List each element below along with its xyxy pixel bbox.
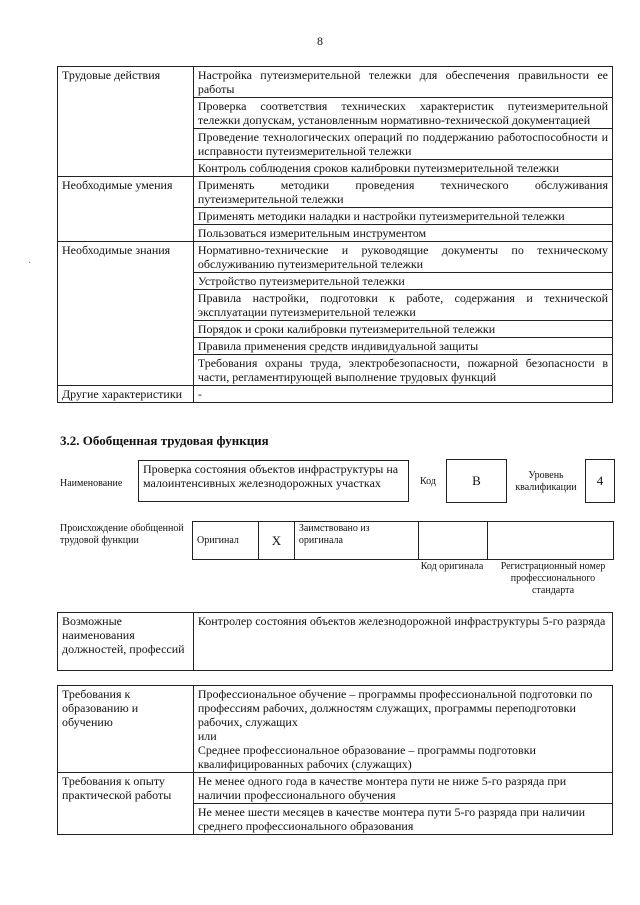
experience-line: Не менее шести месяцев в качестве монтера пути 5-го разряда при наличии среднего профессионального образования bbox=[197, 805, 586, 833]
table-row bbox=[58, 386, 613, 403]
requirements-table bbox=[57, 685, 613, 835]
list-item: Требования охраны труда, электробезопасности, пожарной безопасности в части, регламентирующей выполнение трудовых функций bbox=[193, 355, 612, 386]
original-mark: X bbox=[258, 522, 294, 560]
table-row bbox=[58, 67, 613, 98]
row-label: Другие характеристики bbox=[58, 386, 194, 403]
level-label: Уровень квалификации bbox=[515, 470, 577, 493]
list-item: Настройка путеизмерительной тележки для обеспечения правильности ее работы bbox=[193, 67, 612, 98]
positions-label: Возможные наименования должностей, профессий bbox=[58, 613, 194, 671]
positions-table bbox=[57, 612, 613, 671]
name-value-box bbox=[138, 460, 409, 502]
list-item: Применять методики проведения технического обслуживания путеизмерительной тележки bbox=[193, 177, 612, 208]
education-line: Среднее профессиональное образование – программы подготовки квалифицированных рабочих (служащих) bbox=[197, 743, 536, 771]
list-item: Пользоваться измерительным инструментом bbox=[193, 225, 612, 242]
list-item: Проведение технологических операций по поддержанию работоспособности и исправности путеизмерительной тележки bbox=[193, 129, 612, 160]
list-item: - bbox=[193, 386, 612, 403]
name-label: Наименование bbox=[60, 478, 123, 489]
list-item: Порядок и сроки калибровки путеизмерительной тележки bbox=[193, 321, 612, 338]
row-label: Трудовые действия bbox=[58, 67, 194, 177]
borrowed-label: Заимствовано из оригинала bbox=[294, 522, 418, 560]
section-title: 3.2. Обобщенная трудовая функция bbox=[60, 433, 269, 448]
experience-value bbox=[193, 773, 612, 835]
row-label: Необходимые умения bbox=[58, 177, 194, 242]
code-value: В bbox=[472, 473, 481, 488]
original-code-cell bbox=[418, 522, 488, 560]
list-item: Правила настройки, подготовки к работе, содержания и технической эксплуатации путеизмерительной тележки bbox=[193, 290, 612, 321]
list-item: Нормативно-технические и руководящие документы по техническому обслуживанию путеизмерительной тележки bbox=[193, 242, 612, 273]
list-item: Применять методики наладки и настройки путеизмерительной тележки bbox=[193, 208, 612, 225]
code-value-box bbox=[446, 459, 507, 503]
margin-mark: · bbox=[28, 258, 32, 269]
education-line: Профессиональное обучение – программы профессиональной подготовки по профессиям рабочих, должностям служащих, программы переподготовки рабочих, служащих bbox=[197, 687, 593, 729]
original-label: Оригинал bbox=[193, 522, 259, 560]
list-item: Проверка соответствия технических характеристик путеизмерительной тележки допускам, установленным нормативно-технической документацией bbox=[193, 98, 612, 129]
experience-line: Не менее одного года в качестве монтера пути не ниже 5-го разряда при наличии профессионального обучения bbox=[194, 773, 612, 804]
level-value-box bbox=[585, 459, 615, 503]
origin-table bbox=[192, 521, 614, 560]
list-item: Контроль соблюдения сроков калибровки путеизмерительной тележки bbox=[193, 160, 612, 177]
competency-table bbox=[57, 66, 613, 403]
education-line: или bbox=[197, 729, 217, 743]
education-value bbox=[193, 686, 612, 773]
reg-number-cell bbox=[488, 522, 614, 560]
reg-caption: Регистрационный номер профессионального стандарта bbox=[500, 561, 606, 596]
education-label: Требования к образованию и обучению bbox=[58, 686, 194, 773]
experience-label: Требования к опыту практической работы bbox=[58, 773, 194, 835]
function-name: Проверка состояния объектов инфраструктуры на малоинтенсивных железнодорожных участках bbox=[143, 462, 399, 490]
origin-label: Происхождение обобщенной трудовой функции bbox=[60, 523, 184, 546]
code-label: Код bbox=[420, 476, 436, 487]
list-item: Устройство путеизмерительной тележки bbox=[193, 273, 612, 290]
level-value: 4 bbox=[596, 473, 604, 488]
list-item: Правила применения средств индивидуальной защиты bbox=[193, 338, 612, 355]
page-number: 8 bbox=[317, 34, 323, 48]
table-row bbox=[58, 177, 613, 208]
code-caption: Код оригинала bbox=[420, 561, 484, 572]
table-row bbox=[58, 242, 613, 273]
row-label: Необходимые знания bbox=[58, 242, 194, 386]
positions-value: Контролер состояния объектов железнодорожной инфраструктуры 5-го разряда bbox=[193, 613, 612, 671]
